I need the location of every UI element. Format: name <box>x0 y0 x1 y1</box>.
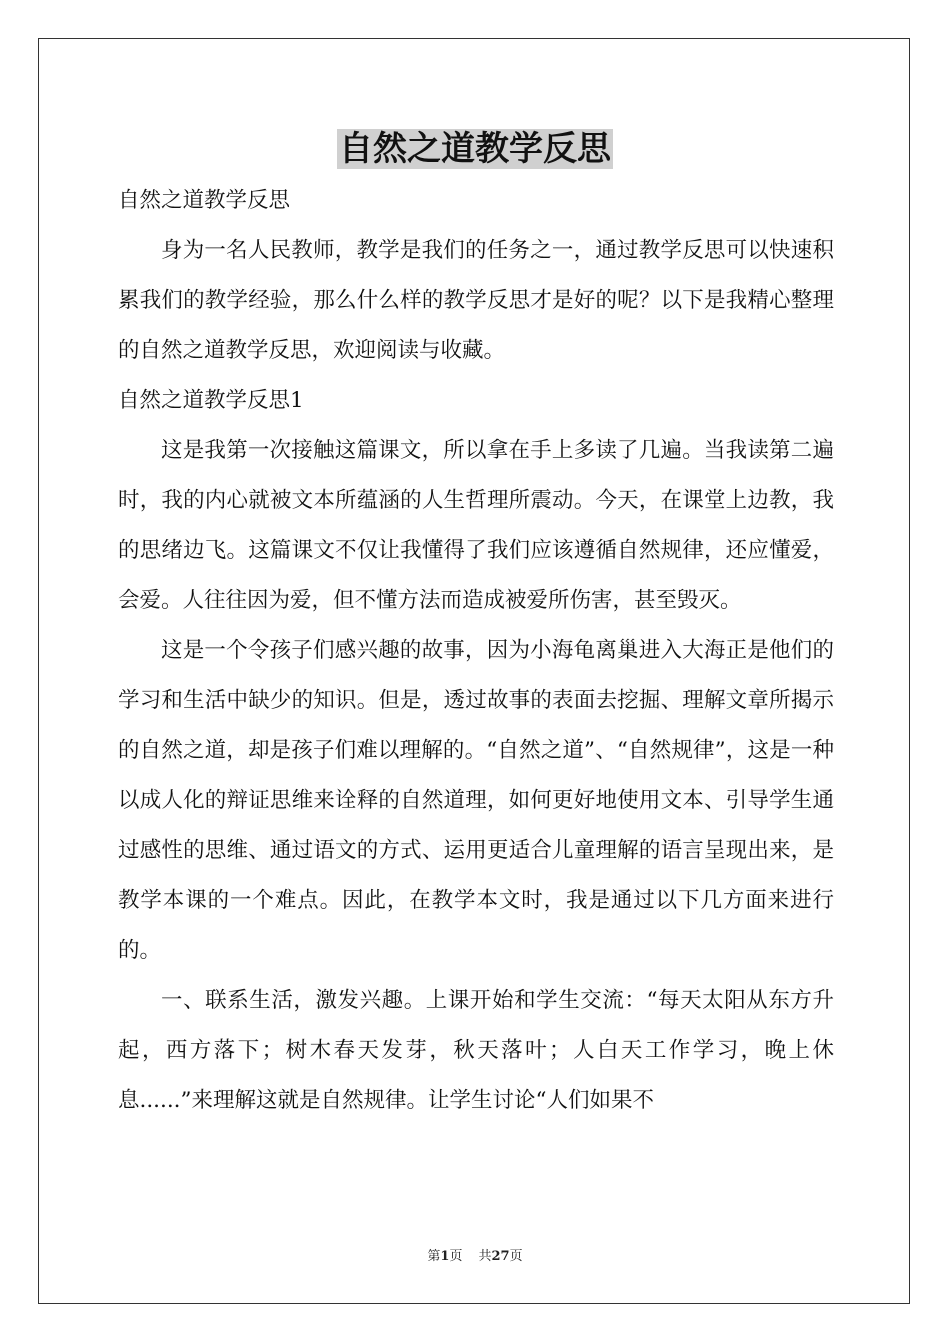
body-paragraph: 这是一个令孩子们感兴趣的故事，因为小海龟离巢进入大海正是他们的学习和生活中缺少的知识。但是，透过故事的表面去挖掘、理解文章所揭示的自然之道，却是孩子们难以理解的。“自然之道”、“自然规律”，这是一种以成人化的辩证思维来诠释的自然道理，如何更好地使用文本、引导学生通过感性的思维、通过语文的方式、运用更适合儿童理解的语言呈现出来，是教学本课的一个难点。因此，在教学本文时，我是通过以下几方面来进行的。 <box>118 638 834 963</box>
page-footer <box>0 1248 950 1266</box>
section-heading: 自然之道教学反思1 <box>118 388 304 413</box>
document-body <box>118 176 834 1126</box>
body-paragraph: 这是我第一次接触这篇课文，所以拿在手上多读了几遍。当我读第二遍时，我的内心就被文本所蕴涵的人生哲理所震动。今天，在课堂上边教，我的思绪边飞。这篇课文不仅让我懂得了我们应该遵循自然规律，还应懂爱，会爱。人往往因为爱，但不懂方法而造成被爱所伤害，甚至毁灭。 <box>118 438 834 613</box>
body-paragraph: 一、联系生活，激发兴趣。上课开始和学生交流：“每天太阳从东方升起，西方落下；树木春天发芽，秋天落叶；人白天工作学习，晚上休息......”来理解这就是自然规律。让学生讨论“人们如果不 <box>118 988 834 1113</box>
total-suffix: 页 <box>509 1249 523 1264</box>
document-title-text: 自然之道教学反思 <box>339 129 611 169</box>
current-page-number: 1 <box>440 1249 450 1264</box>
intro-paragraph: 身为一名人民教师，教学是我们的任务之一，通过教学反思可以快速积累我们的教学经验，那么什么样的教学反思才是好的呢？以下是我精心整理的自然之道教学反思，欢迎阅读与收藏。 <box>118 238 834 363</box>
document-title <box>0 126 950 172</box>
page-prefix: 第 <box>427 1249 441 1264</box>
subtitle-paragraph: 自然之道教学反思 <box>118 188 291 213</box>
total-page-count: 27 <box>491 1249 510 1264</box>
page-suffix: 页 <box>449 1249 463 1264</box>
total-prefix: 共 <box>478 1249 492 1264</box>
